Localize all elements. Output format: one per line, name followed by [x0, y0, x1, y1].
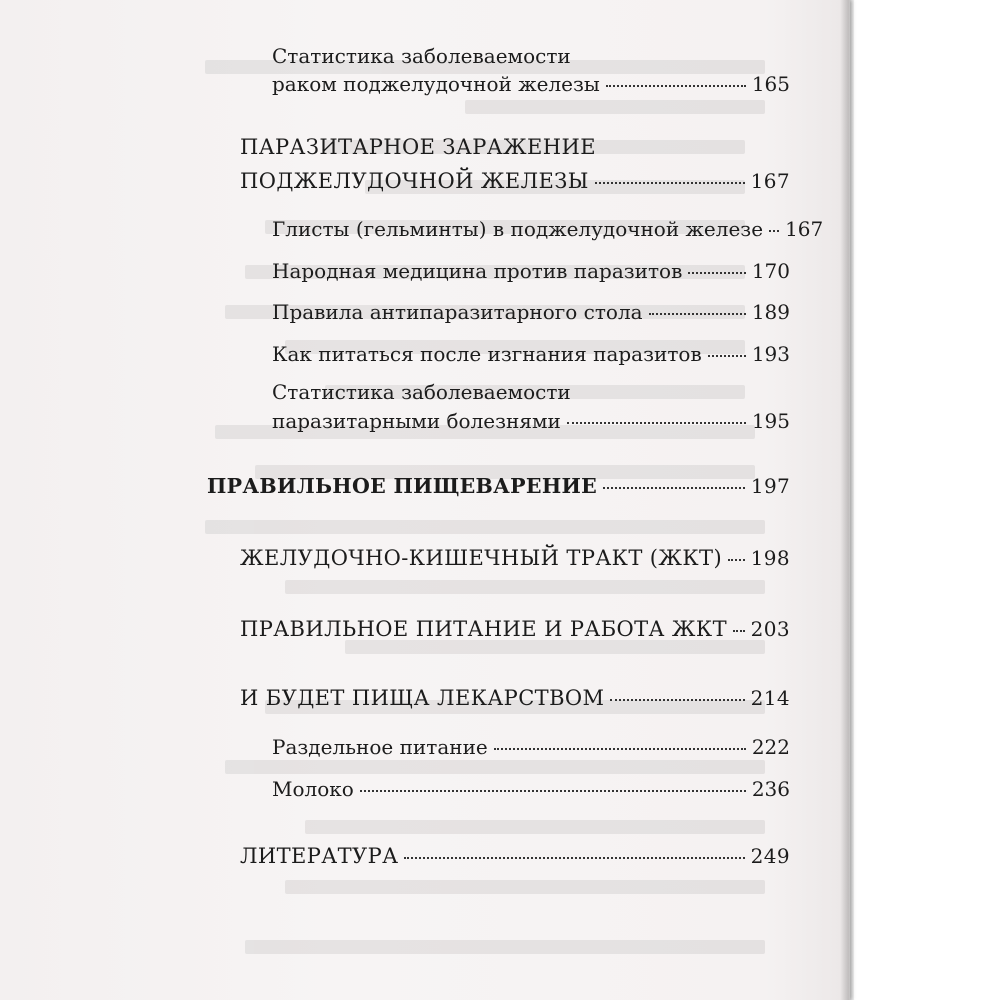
toc-entry-parasitic-line1: ПАРАЗИТАРНОЕ ЗАРАЖЕНИЕ	[240, 135, 596, 159]
toc-entry-proper-digestion[interactable]	[207, 474, 790, 498]
toc-entry-title: И БУДЕТ ПИЩА ЛЕКАРСТВОМ	[240, 686, 605, 710]
toc-entry-nutrition-after[interactable]	[272, 342, 790, 366]
toc-entry-stat-parasitic[interactable]	[272, 409, 790, 433]
toc-page-number: 249	[750, 844, 790, 868]
toc-entry-title: Раздельное питание	[272, 735, 488, 759]
toc-page-number: 203	[750, 617, 790, 641]
toc-entry-title: ЖЕЛУДОЧНО-КИШЕЧНЫЙ ТРАКТ (ЖКТ)	[240, 546, 723, 570]
toc-entry-milk[interactable]	[272, 777, 790, 801]
toc-page-number: 236	[751, 777, 790, 801]
toc-entry-antiparasitic-rules[interactable]	[272, 300, 790, 324]
toc-page-number: 193	[751, 342, 790, 366]
toc-page-number: 170	[751, 259, 790, 283]
toc-page-number: 189	[751, 300, 790, 324]
toc-page-number: 195	[751, 409, 790, 433]
dot-leader	[595, 182, 745, 184]
dot-leader	[688, 272, 745, 274]
dot-leader	[649, 313, 746, 315]
toc-section-title: ПРАВИЛЬНОЕ ПИЩЕВАРЕНИЕ	[207, 474, 598, 498]
dot-leader	[360, 790, 746, 792]
dot-leader	[733, 630, 745, 632]
toc-entry-title: ЛИТЕРАТУРА	[240, 844, 399, 868]
toc-page-number: 167	[785, 217, 824, 241]
toc-page-number: 165	[751, 72, 790, 96]
toc-entry-parasitic[interactable]	[240, 169, 790, 193]
toc-entry-title: Народная медицина против паразитов	[272, 259, 683, 283]
toc-entry-food-medicine[interactable]	[240, 686, 790, 710]
toc-entry-title: Как питаться после изгнания паразитов	[272, 342, 702, 366]
dot-leader	[728, 559, 745, 561]
toc-page-number: 167	[750, 169, 790, 193]
toc-entry-title: Глисты (гельминты) в поджелудочной железе	[272, 217, 764, 241]
toc-entry-stat-cancer[interactable]	[272, 72, 790, 96]
toc-entry-title: раком поджелудочной железы	[272, 72, 600, 96]
toc-entry-stat-cancer-line1: Статистика заболеваемости	[272, 44, 571, 68]
toc-page-number: 198	[750, 546, 790, 570]
toc-entry-stat-parasitic-line1: Статистика заболеваемости	[272, 380, 571, 404]
dot-leader	[606, 85, 746, 87]
toc-page-number: 197	[750, 474, 790, 498]
toc-entry-title: Правила антипаразитарного стола	[272, 300, 643, 324]
toc-page-number: 222	[751, 735, 790, 759]
toc-entry-title: Молоко	[272, 777, 354, 801]
dot-leader	[603, 487, 745, 489]
toc-entry-helminths[interactable]	[272, 217, 824, 241]
toc-entry-title: ПРАВИЛЬНОЕ ПИТАНИЕ И РАБОТА ЖКТ	[240, 617, 727, 641]
dot-leader	[567, 422, 746, 424]
dot-leader	[610, 699, 744, 701]
toc-entry-separate-nutrition[interactable]	[272, 735, 790, 759]
toc-entry-title: паразитарными болезнями	[272, 409, 561, 433]
toc-entry-title: ПОДЖЕЛУДОЧНОЙ ЖЕЛЕЗЫ	[240, 169, 589, 193]
dot-leader	[494, 748, 746, 750]
dot-leader	[404, 857, 744, 859]
toc-entry-literature[interactable]	[240, 844, 790, 868]
dot-leader	[708, 355, 746, 357]
page-edge-shadow	[840, 0, 854, 1000]
toc-entry-gi-tract[interactable]	[240, 546, 790, 570]
dot-leader	[769, 230, 779, 232]
toc-page-number: 214	[750, 686, 790, 710]
toc-entry-folk-medicine[interactable]	[272, 259, 790, 283]
toc-entry-proper-nutrition[interactable]	[240, 617, 790, 641]
